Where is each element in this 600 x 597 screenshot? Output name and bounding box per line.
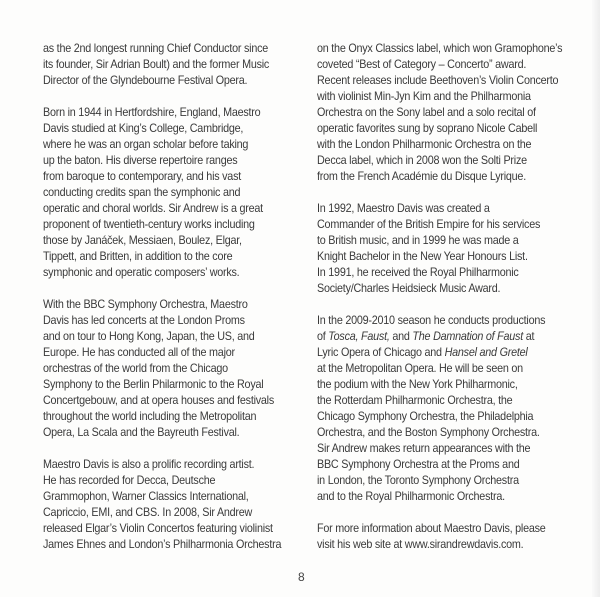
- text-line: those by Janáček, Messiaen, Boulez, Elgar,: [43, 234, 242, 247]
- text-line: Davis studied at King’s College, Cambridge,: [43, 122, 244, 135]
- text-line: proponent of twentieth-century works including: [43, 218, 255, 231]
- text-line: Recent releases include Beethoven’s Violin Concerto: [317, 74, 559, 87]
- text-line: from the French Académie du Disque Lyrique.: [317, 170, 526, 183]
- paragraph-glyndebourne: [43, 41, 281, 89]
- text-line: Born in 1944 in Hertfordshire, England, Maestro: [43, 106, 261, 119]
- paragraph-more-info: [317, 521, 562, 553]
- text-line: [317, 329, 562, 345]
- text-line: Opera, La Scala and the Bayreuth Festival.: [43, 426, 240, 439]
- text-line: In 1992, Maestro Davis was created a: [317, 202, 490, 215]
- text-run: Lyric Opera of Chicago and: [317, 346, 445, 359]
- text-line: Davis has led concerts at the London Proms: [43, 314, 245, 327]
- text-line: released Elgar’s Violin Concertos featuring violinist: [43, 522, 273, 535]
- text-line: its founder, Sir Adrian Boult) and the former Music: [43, 58, 270, 71]
- text-line: with violinist Min-Jyn Kim and the Philharmonia: [317, 90, 531, 103]
- text-line: orchestras of the world from the Chicago: [43, 362, 228, 375]
- text-line: the Rotterdam Philharmonic Orchestra, the: [317, 394, 513, 407]
- text-line: Director of the Glyndebourne Festival Opera.: [43, 74, 248, 87]
- text-line: Concertgebouw, and at opera houses and festivals: [43, 394, 275, 407]
- text-line: coveted “Best of Category – Concerto” award.: [317, 58, 527, 71]
- text-line: Knight Bachelor in the New Year Honours List.: [317, 250, 528, 263]
- text-line: In 1991, he received the Royal Philharmonic: [317, 266, 519, 279]
- text-line: Grammophon, Warner Classics International,: [43, 490, 249, 503]
- text-line: Society/Charles Heidsieck Music Award.: [317, 282, 501, 295]
- paragraph-recordings: [43, 457, 281, 553]
- text-line: conducting credits span the symphonic and: [43, 186, 241, 199]
- left-column: [43, 41, 281, 569]
- text-line: operatic favorites sung by soprano Nicole Cabell: [317, 122, 538, 135]
- text-line: from baroque to contemporary, and his vast: [43, 170, 242, 183]
- text-line: Sir Andrew makes return appearances with the: [317, 442, 531, 455]
- text-line: the podium with the New York Philharmonic,: [317, 378, 518, 391]
- page-edge-shadow: [592, 0, 600, 597]
- text-line: where he was an organ scholar before taking: [43, 138, 249, 151]
- text-line: as the 2nd longest running Chief Conductor since: [43, 42, 269, 55]
- text-line: Capriccio, EMI, and CBS. In 2008, Sir Andrew: [43, 506, 253, 519]
- text-line: James Ehnes and London’s Philharmonia Orchestra: [43, 538, 282, 551]
- text-line: at the Metropolitan Opera. He will be seen on: [317, 362, 523, 375]
- text-line: with the London Philharmonic Orchestra on the: [317, 138, 532, 151]
- text-line: Chicago Symphony Orchestra, the Philadelphia: [317, 410, 534, 423]
- paragraph-early-life: [43, 105, 281, 281]
- opera-title-damnation: The Damnation of Faust: [412, 330, 523, 343]
- text-line: Commander of the British Empire for his services: [317, 218, 541, 231]
- text-run: of: [317, 330, 329, 343]
- text-run: at: [522, 330, 535, 343]
- page-number: 8: [298, 570, 305, 584]
- text-line: Orchestra on the Sony label and a solo recital of: [317, 106, 536, 119]
- text-line: and to the Royal Philharmonic Orchestra.: [317, 490, 505, 503]
- text-run: and: [389, 330, 413, 343]
- text-line: Symphony to the Berlin Philarmonic to the Royal: [43, 378, 264, 391]
- paragraph-bbc-symphony: [43, 297, 281, 441]
- text-line: [317, 345, 562, 361]
- text-line: Europe. He has conducted all of the major: [43, 346, 235, 359]
- text-line: in London, the Toronto Symphony Orchestra: [317, 474, 519, 487]
- text-line: and on tour to Hong Kong, Japan, the US, and: [43, 330, 255, 343]
- text-line: throughout the world including the Metropolitan: [43, 410, 257, 423]
- text-line: symphonic and operatic composers’ works.: [43, 266, 240, 279]
- text-line: For more information about Maestro Davis, please: [317, 522, 546, 535]
- paragraph-honours: [317, 201, 562, 297]
- text-line: In the 2009-2010 season he conducts productions: [317, 314, 546, 327]
- text-line: on the Onyx Classics label, which won Gramophone’s: [317, 42, 563, 55]
- text-line: Orchestra, and the Boston Symphony Orchestra.: [317, 426, 540, 439]
- paragraph-recent-releases: [317, 41, 562, 185]
- paragraph-current-season: [317, 313, 562, 505]
- opera-title-tosca-faust: Tosca, Faust,: [328, 330, 390, 343]
- right-column: [317, 41, 562, 569]
- text-line: He has recorded for Decca, Deutsche: [43, 474, 216, 487]
- text-line: Decca label, which in 2008 won the Solti Prize: [317, 154, 527, 167]
- text-line: Maestro Davis is also a prolific recording artist.: [43, 458, 255, 471]
- text-line: Tippett, and Britten, in addition to the core: [43, 250, 233, 263]
- text-line: to British music, and in 1999 he was made a: [317, 234, 519, 247]
- opera-title-hansel-gretel: Hansel and Gretel: [444, 346, 528, 359]
- text-line: With the BBC Symphony Orchestra, Maestro: [43, 298, 248, 311]
- text-line: operatic and choral worlds. Sir Andrew is a great: [43, 202, 263, 215]
- text-line: up the baton. His diverse repertoire ranges: [43, 154, 238, 167]
- text-line: BBC Symphony Orchestra at the Proms and: [317, 458, 520, 471]
- website-line: visit his web site at www.sirandrewdavis.com.: [317, 538, 524, 551]
